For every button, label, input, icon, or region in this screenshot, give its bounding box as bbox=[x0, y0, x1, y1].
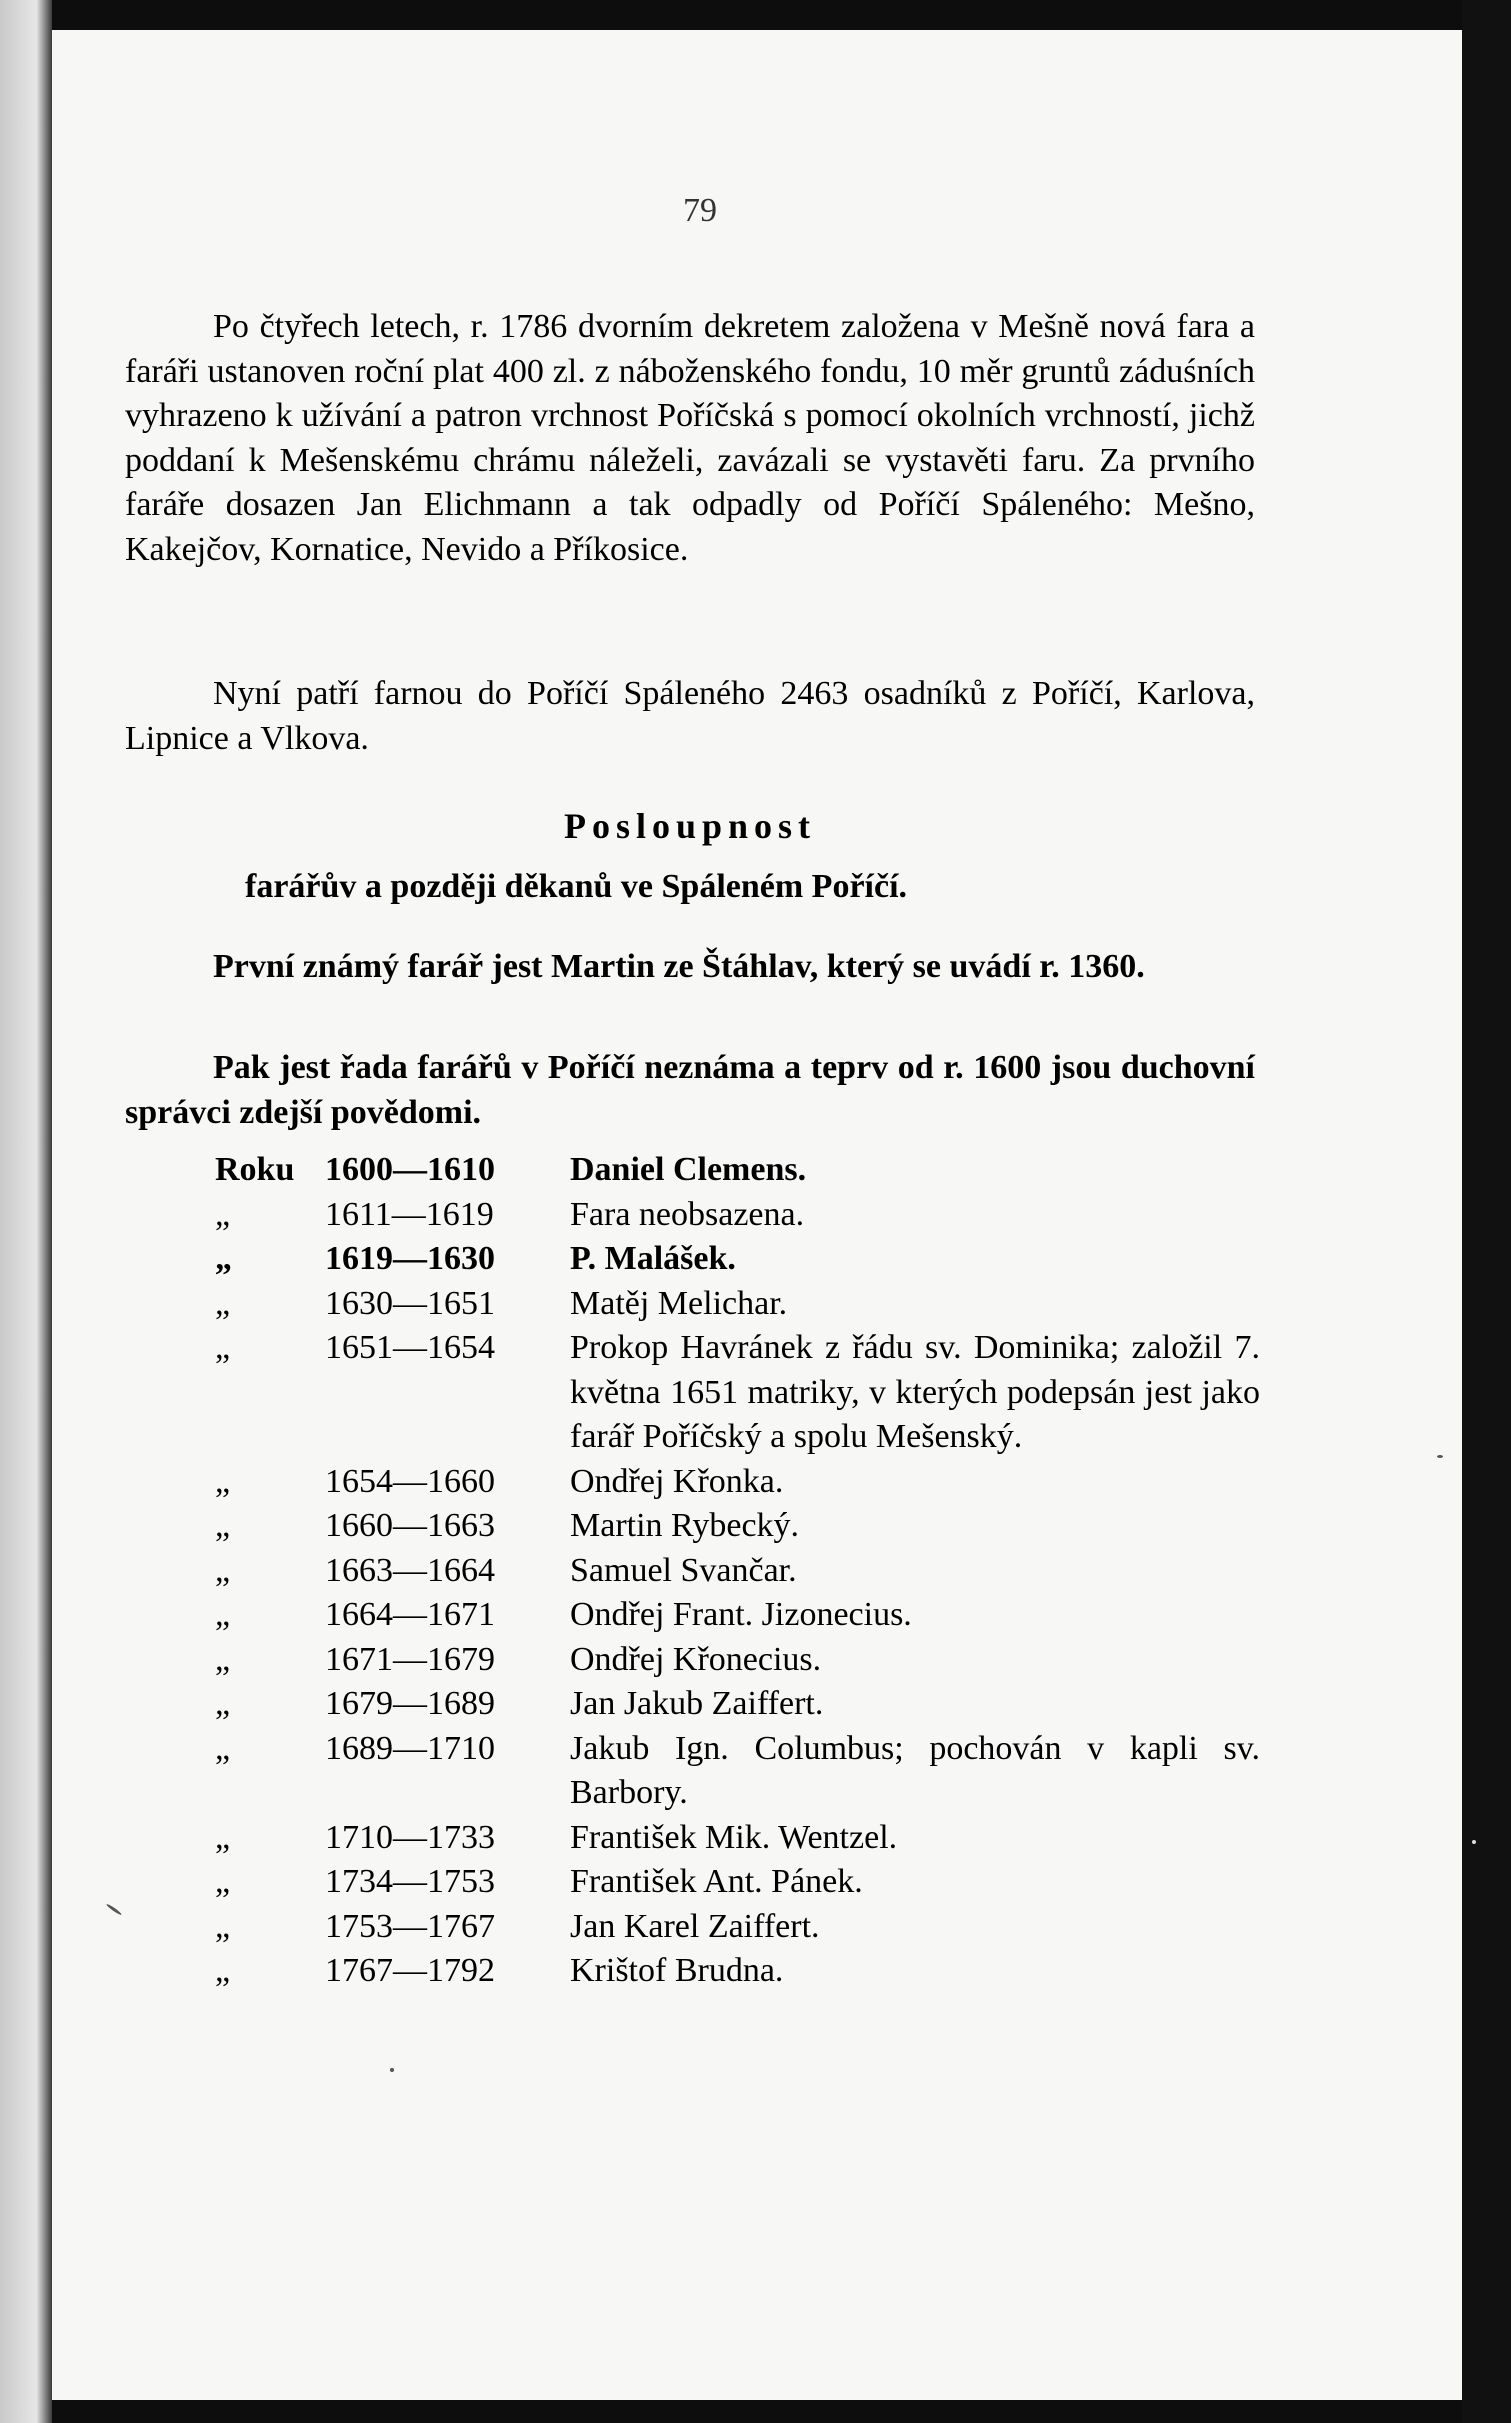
paragraph-text: Po čtyřech letech, r. 1786 dvorním dekretem založena v Mešně nová fara a faráři ustanoven roční plat 400 zl. z náboženského fondu, 10 měr gruntů záduśních vyhrazeno k užívání a patron vrchnost Poříčská s pomocí okolních vrchností, jichž poddaní k Mešenskému chrámu náleželi, zavázali se vystavěti faru. Za prvního faráře dosazen Jan Elichmann a tak odpadly od Poříčí Spáleného: Mešno, Kakejčov, Kornatice, Nevido a Příkosice. bbox=[125, 308, 1255, 568]
list-years: 1753—1767 bbox=[325, 1907, 495, 1945]
list-item bbox=[215, 1816, 1260, 1861]
list-prefix: „ bbox=[215, 1507, 231, 1544]
paragraph-2 bbox=[125, 672, 1255, 761]
list-prefix: „ bbox=[215, 1462, 231, 1500]
list-name: Krištof Brudna. bbox=[570, 1952, 784, 1989]
list-prefix: „ bbox=[215, 1596, 231, 1633]
section-heading: Posloupnost bbox=[563, 806, 817, 846]
paragraph-text: První známý farář jest Martin ze Štáhlav, který se uvádí r. 1360. bbox=[213, 948, 1145, 985]
list-name: František Mik. Wentzel. bbox=[570, 1818, 898, 1856]
list-name: P. Malášek. bbox=[570, 1240, 736, 1277]
list-prefix: „ bbox=[215, 1863, 231, 1900]
list-prefix: „ bbox=[215, 1551, 231, 1589]
priest-list bbox=[215, 1148, 1260, 1994]
list-prefix: „ bbox=[215, 1284, 231, 1322]
list-item bbox=[215, 1504, 1260, 1549]
list-prefix: Roku bbox=[215, 1151, 295, 1188]
list-name: Daniel Clemens. bbox=[570, 1151, 807, 1188]
list-item bbox=[215, 1949, 1260, 1994]
list-prefix: „ bbox=[215, 1640, 231, 1678]
list-name: Ondřej Křonecius. bbox=[570, 1640, 822, 1678]
list-name: Prokop Havránek z řádu sv. Dominika; založil 7. května 1651 matriky, v kterých podepsán jest jako farář Poříčský a spolu Mešenský. bbox=[570, 1329, 1260, 1455]
list-item bbox=[215, 1593, 1260, 1638]
list-name: Ondřej Křonka. bbox=[570, 1462, 784, 1500]
list-years: 1663—1664 bbox=[325, 1551, 495, 1589]
list-item bbox=[215, 1460, 1260, 1505]
paragraph-text: Pak jest řada farářů v Poříčí neznáma a teprv od r. 1600 jsou duchovní správci zdejší povědomi. bbox=[125, 1049, 1255, 1131]
list-years: 1671—1679 bbox=[325, 1640, 495, 1678]
list-name: Jan Jakub Zaiffert. bbox=[570, 1685, 824, 1722]
list-prefix: „ bbox=[215, 1329, 231, 1366]
paragraph-3 bbox=[125, 945, 1255, 990]
list-prefix: „ bbox=[215, 1195, 231, 1233]
paragraph-1 bbox=[125, 305, 1255, 572]
list-prefix: „ bbox=[215, 1952, 231, 1989]
list-name: Ondřej Frant. Jizonecius. bbox=[570, 1596, 912, 1633]
list-years: 1767—1792 bbox=[325, 1952, 495, 1989]
list-item bbox=[215, 1193, 1260, 1238]
page-number: 79 bbox=[683, 192, 717, 229]
list-years: 1660—1663 bbox=[325, 1507, 495, 1544]
list-years: 1734—1753 bbox=[325, 1863, 495, 1900]
list-name: František Ant. Pánek. bbox=[570, 1863, 863, 1900]
list-prefix: „ bbox=[215, 1685, 231, 1722]
list-item bbox=[215, 1905, 1260, 1950]
section-subheading: farářův a později děkanů ve Spáleném Poříčí. bbox=[245, 868, 908, 905]
scan-left-edge bbox=[0, 0, 52, 2423]
list-item bbox=[215, 1237, 1260, 1282]
list-name: Jakub Ign. Columbus; pochován v kapli sv. Barbory. bbox=[570, 1729, 1260, 1811]
list-name: Matěj Melichar. bbox=[570, 1284, 788, 1322]
list-item bbox=[215, 1148, 1260, 1193]
list-name: Martin Rybecký. bbox=[570, 1507, 800, 1544]
list-name: Jan Karel Zaiffert. bbox=[570, 1907, 820, 1945]
paragraph-4 bbox=[125, 1046, 1255, 1135]
list-prefix: „ bbox=[215, 1907, 231, 1945]
list-years: 1710—1733 bbox=[325, 1818, 495, 1856]
list-item bbox=[215, 1282, 1260, 1327]
list-item bbox=[215, 1638, 1260, 1683]
list-item bbox=[215, 1549, 1260, 1594]
scan-speck bbox=[390, 2068, 394, 2072]
list-prefix: „ bbox=[215, 1240, 232, 1277]
list-years: 1679—1689 bbox=[325, 1685, 495, 1722]
list-years: 1651—1654 bbox=[325, 1329, 495, 1366]
list-item bbox=[215, 1727, 1260, 1816]
list-name: Fara neobsazena. bbox=[570, 1195, 805, 1233]
scan-speck bbox=[1437, 1455, 1443, 1458]
list-item bbox=[215, 1682, 1260, 1727]
list-prefix: „ bbox=[215, 1729, 231, 1767]
list-years: 1619—1630 bbox=[325, 1240, 495, 1277]
list-years: 1689—1710 bbox=[325, 1729, 495, 1767]
list-item bbox=[215, 1860, 1260, 1905]
list-item bbox=[215, 1326, 1260, 1460]
list-years: 1654—1660 bbox=[325, 1462, 495, 1500]
list-years: 1630—1651 bbox=[325, 1284, 495, 1322]
list-prefix: „ bbox=[215, 1818, 231, 1856]
list-years: 1600—1610 bbox=[325, 1151, 495, 1188]
list-years: 1664—1671 bbox=[325, 1596, 495, 1633]
list-years: 1611—1619 bbox=[325, 1195, 494, 1233]
list-name: Samuel Svančar. bbox=[570, 1551, 797, 1589]
paragraph-text: Nyní patří farnou do Poříčí Spáleného 2463 osadníků z Poříčí, Karlova, Lipnice a Vlkova. bbox=[125, 675, 1255, 757]
scan-right-edge bbox=[1462, 0, 1511, 2423]
scan-speck bbox=[1472, 1840, 1476, 1844]
